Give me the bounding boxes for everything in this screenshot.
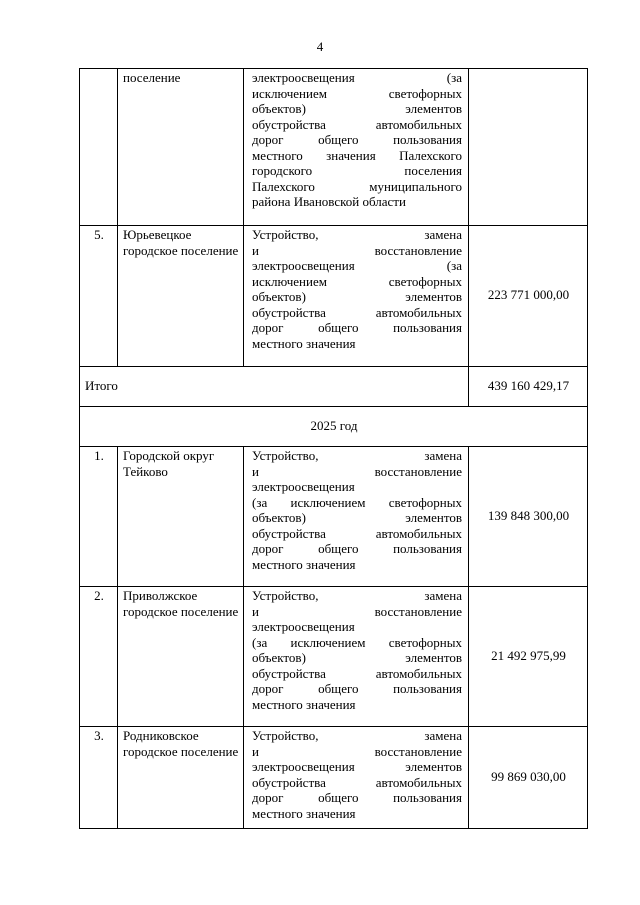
row-number: 3.: [80, 727, 118, 829]
municipality-name: Приволжское городское поселение: [118, 587, 244, 727]
work-description: Устройство, замена и восстановление электроосвещения (за исключением светофорных объектов) элементов обустройства автомобильных дорог общего пользования местного значения: [244, 226, 469, 367]
work-description: Устройство, замена и восстановление электроосвещения (за исключением светофорных объектов) элементов обустройства автомобильных дорог общего пользования местного значения: [244, 587, 469, 727]
row-number: 2.: [80, 587, 118, 727]
work-description: Устройство, замена и восстановление электроосвещения элементов обустройства автомобильных дорог общего пользования местного значения: [244, 727, 469, 829]
municipality-name: Родниковское городское поселение: [118, 727, 244, 829]
row-number: 1.: [80, 447, 118, 587]
year-row: [80, 407, 588, 447]
work-description: Устройство, замена и восстановление электроосвещения (за исключением светофорных объектов) элементов обустройства автомобильных дорог общего пользования местного значения: [244, 447, 469, 587]
total-label: Итого: [80, 367, 469, 407]
table-row: [80, 226, 588, 367]
table-row: [80, 69, 588, 226]
page-number: 4: [316, 39, 324, 54]
municipality-name: Городской округ Тейково: [118, 447, 244, 587]
row-number: 5.: [80, 226, 118, 367]
total-amount: 439 160 429,17: [469, 367, 588, 407]
municipality-name: поселение: [118, 69, 244, 226]
amount: 139 848 300,00: [469, 447, 588, 587]
municipality-name: Юрьевецкое городское поселение: [118, 226, 244, 367]
funding-table: [79, 68, 588, 829]
table-row: [80, 727, 588, 829]
total-row: [80, 367, 588, 407]
table-row: [80, 447, 588, 587]
work-description: электроосвещения (за исключением светофорных объектов) элементов обустройства автомобильных дорог общего пользования местного значения Палехского городского поселения Палехского муниципального района Ивановской области: [244, 69, 469, 226]
amount: 223 771 000,00: [469, 226, 588, 367]
amount: 21 492 975,99: [469, 587, 588, 727]
row-number: [80, 69, 118, 226]
year-heading: 2025 год: [80, 407, 588, 447]
table-row: [80, 587, 588, 727]
amount: [469, 69, 588, 226]
amount: 99 869 030,00: [469, 727, 588, 829]
